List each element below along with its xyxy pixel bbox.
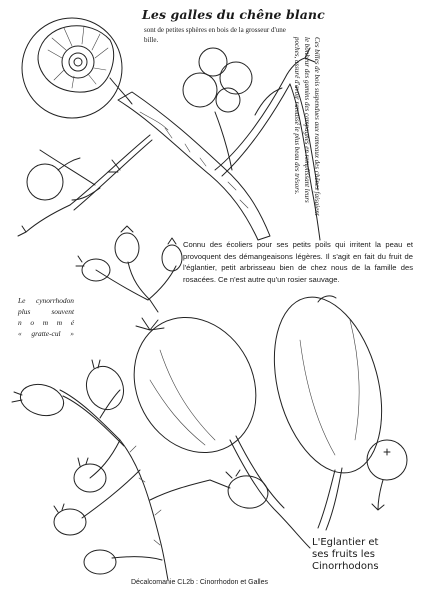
large-open-gall-drawing	[22, 18, 132, 118]
small-gall-left-drawing	[27, 158, 80, 200]
small-galls-cluster-drawing	[183, 48, 252, 170]
page-title: Les galles du chêne blanc	[142, 7, 325, 22]
eglantier-caption-line: ses fruits les	[312, 549, 375, 560]
eglantier-caption-line: L'Eglantier et	[312, 537, 379, 548]
cynorrhodon-caption-line: plus souvent	[18, 307, 74, 316]
cynorrhodon-caption-line: n o m m é	[18, 318, 74, 327]
cynorrhodon-caption	[18, 295, 74, 339]
rosehip-branch-lower-left-drawing	[12, 360, 270, 580]
cynorrhodon-caption-line: « gratte-cul »	[18, 329, 74, 338]
vertical-caption: Ces billes de bois suspendues aux rameaux des chênes faisaient le bonheur des gamins des campagnes en remplissant leurs poches, assuré d'avoir ramassé le plus beau des trésors.	[293, 37, 321, 216]
subtitle: sont de petites sphères en bois de la grosseur d'une bille.	[144, 26, 286, 44]
small-gall-right-drawing	[367, 440, 407, 510]
footer-caption: Décalcomanie CL2b : Cinorrhodon et Galles	[131, 579, 268, 586]
eglantier-caption	[312, 537, 417, 573]
rosehip-sprig-small-drawing	[76, 226, 182, 312]
cynorrhodon-caption-line: Le cynorrhodon	[18, 296, 74, 305]
eglantier-caption-line: Cinorrhodons	[312, 561, 379, 572]
large-rosehip-left-drawing	[111, 296, 310, 548]
rosehip-paragraph: Connu des écoliers pour ses petits poils qui irritent la peau et provoquent des démangeaisons légères. Il s'agit en fait du fruit de l'églantier, petit arbrisseau bien de chez nous de la famille des rosacées. Ce n'est autre qu'un rosier sauvage.	[183, 240, 413, 284]
oak-branch-drawing	[18, 48, 320, 240]
large-rosehip-right-drawing	[256, 285, 399, 530]
